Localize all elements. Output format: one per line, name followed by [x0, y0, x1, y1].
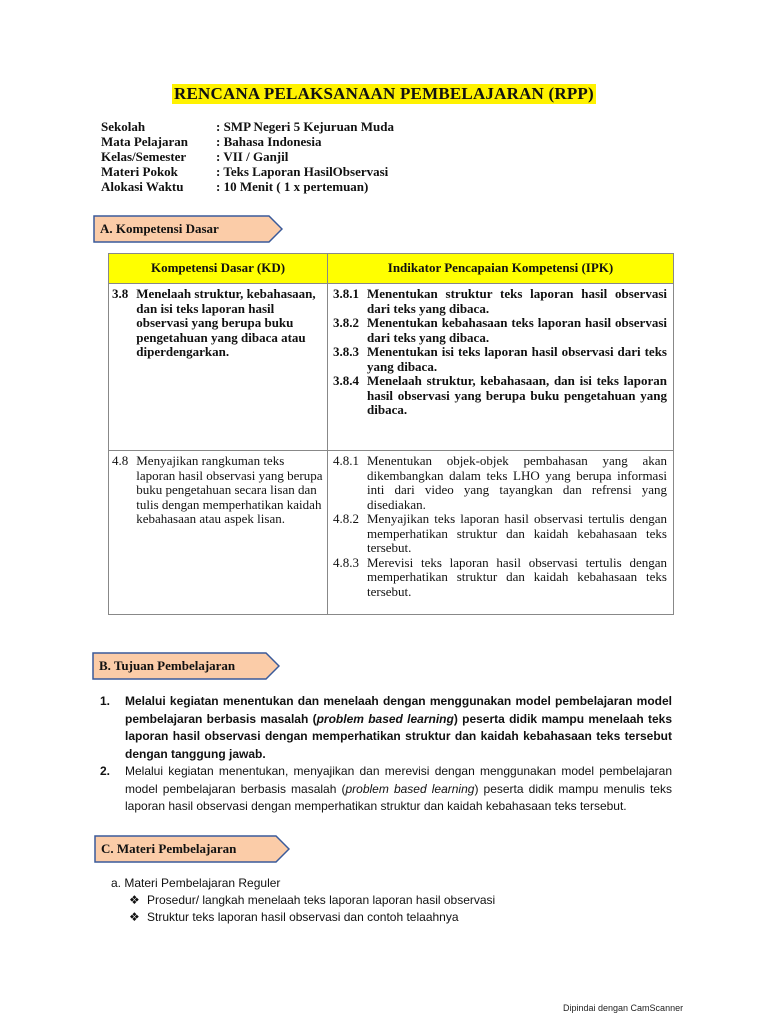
- ipk-text: Menentukan objek-objek pembahasan yang akan dikembangkan dalam teks LHO yang berupa informasi inti dari video yang tayangkan dan refrensi yang disediakan.: [367, 453, 667, 512]
- tujuan-number: 1.: [100, 694, 111, 708]
- list-item: [100, 693, 672, 763]
- identity-row: [101, 164, 394, 179]
- identity-label: Alokasi Waktu: [101, 179, 184, 194]
- identity-label: Materi Pokok: [101, 164, 178, 179]
- ipk-number: 4.8.2: [333, 511, 359, 526]
- section-b-heading: [92, 652, 280, 680]
- kd-cell: [109, 284, 328, 451]
- table-row: [109, 284, 674, 451]
- kd-text: Menyajikan rangkuman teks laporan hasil observasi yang berupa buku pengetahuan secara lisan dan tulis dengan memperhatikan kaidah kebahasaan atau aspek lisan.: [136, 453, 323, 526]
- ipk-number: 3.8.3: [333, 344, 359, 359]
- materi-item: Prosedur/ langkah menelaah teks laporan laporan hasil observasi: [147, 893, 496, 907]
- tujuan-text-part: Melalui kegiatan menentukan dan menelaah dengan menggunakan model pembelajaran model pembelajaran berbasis masalah (: [125, 694, 672, 726]
- diamond-bullet-icon: ❖: [129, 893, 140, 907]
- kd-number: 3.8: [112, 286, 129, 301]
- identity-value: : Bahasa Indonesia: [216, 134, 322, 149]
- identity-value: : SMP Negeri 5 Kejuruan Muda: [216, 119, 395, 134]
- ipk-number: 3.8.4: [333, 373, 359, 388]
- identity-row: [101, 179, 394, 194]
- ipk-number: 4.8.1: [333, 453, 359, 468]
- tujuan-number: 2.: [100, 764, 111, 778]
- tujuan-italic: problem based learning: [345, 781, 475, 796]
- kd-cell: [109, 451, 328, 615]
- tujuan-text: [125, 693, 672, 763]
- identity-row: [101, 134, 394, 149]
- ipk-text: Menelaah struktur, kebahasaan, dan isi teks laporan hasil observasi yang berupa buku pengetahuan yang dibaca.: [367, 373, 667, 417]
- ipk-text: Menyajikan teks laporan hasil observasi tertulis dengan memperhatikan struktur dan kaidah kebahasaan teks tersebut.: [367, 511, 667, 555]
- section-a-heading: [93, 215, 283, 243]
- ipk-number: 3.8.2: [333, 315, 359, 330]
- tujuan-text: [125, 763, 672, 816]
- identity-value: : VII / Ganjil: [216, 149, 289, 164]
- identity-row: [101, 119, 394, 134]
- identity-label: Sekolah: [101, 119, 146, 134]
- identity-label: Kelas/Semester: [101, 149, 187, 164]
- identity-value: : Teks Laporan HasilObservasi: [216, 164, 389, 179]
- list-item: [111, 909, 495, 926]
- tujuan-list: [100, 693, 672, 816]
- tujuan-text-part: ) peserta didik mampu menelaah teks laporan hasil observasi dengan memperhatikan struktur dan kaidah kebahasaan teks tersebut dengan tanggung jawab.: [125, 711, 672, 761]
- ipk-cell: [328, 451, 674, 615]
- identity-block: [101, 119, 394, 194]
- section-b-label: B. Tujuan Pembelajaran: [99, 658, 236, 673]
- list-item: [111, 892, 495, 909]
- tujuan-italic: problem based learning: [316, 711, 454, 726]
- diamond-bullet-icon: ❖: [129, 910, 140, 924]
- document-title: RENCANA PELAKSANAAN PEMBELAJARAN (RPP): [174, 84, 594, 103]
- table-row: [109, 451, 674, 615]
- kd-text: Menelaah struktur, kebahasaan, dan isi teks laporan hasil observasi yang berupa buku pengetahuan yang dibaca atau diperdengarkan.: [136, 286, 316, 359]
- tujuan-text-part: Melalui kegiatan menentukan, menyajikan dan merevisi dengan menggunakan model pembelajaran model pembelajaran berbasis masalah (: [125, 764, 672, 796]
- tujuan-text-part: ) peserta didik mampu menulis teks laporan hasil observasi dengan memperhatikan struktur dan kaidah kebahasaan teks tersebut.: [125, 781, 672, 813]
- materi-heading: a. Materi Pembelajaran Reguler: [111, 876, 281, 890]
- ipk-text: Menentukan isi teks laporan hasil observasi dari teks yang dibaca.: [367, 344, 667, 374]
- ipk-number: 4.8.3: [333, 554, 359, 570]
- ipk-text: Menentukan struktur teks laporan hasil observasi dari teks yang dibaca.: [367, 286, 667, 316]
- table-header-kd: Kompetensi Dasar (KD): [109, 254, 328, 284]
- kd-number: 4.8: [112, 453, 129, 468]
- section-c-heading: [94, 835, 290, 863]
- materi-block: [111, 875, 495, 926]
- ipk-text: Merevisi teks laporan hasil observasi tertulis dengan memperhatikan struktur dan kaidah kebahasaan teks tersebut.: [367, 554, 667, 599]
- ipk-number: 3.8.1: [333, 286, 359, 301]
- kompetensi-table: [108, 253, 674, 615]
- section-a-label: A. Kompetensi Dasar: [100, 221, 219, 236]
- scanner-watermark: Dipindai dengan CamScanner: [563, 1003, 684, 1013]
- ipk-cell: [328, 284, 674, 451]
- section-c-label: C. Materi Pembelajaran: [101, 841, 237, 856]
- table-header-ipk: Indikator Pencapaian Kompetensi (IPK): [328, 254, 674, 284]
- identity-label: Mata Pelajaran: [101, 134, 189, 149]
- materi-item: Struktur teks laporan hasil observasi dan contoh telaahnya: [147, 910, 459, 924]
- list-item: [100, 763, 672, 816]
- identity-value: : 10 Menit ( 1 x pertemuan): [216, 179, 369, 194]
- identity-row: [101, 149, 394, 164]
- ipk-text: Menentukan kebahasaan teks laporan hasil observasi dari teks yang dibaca.: [367, 315, 667, 345]
